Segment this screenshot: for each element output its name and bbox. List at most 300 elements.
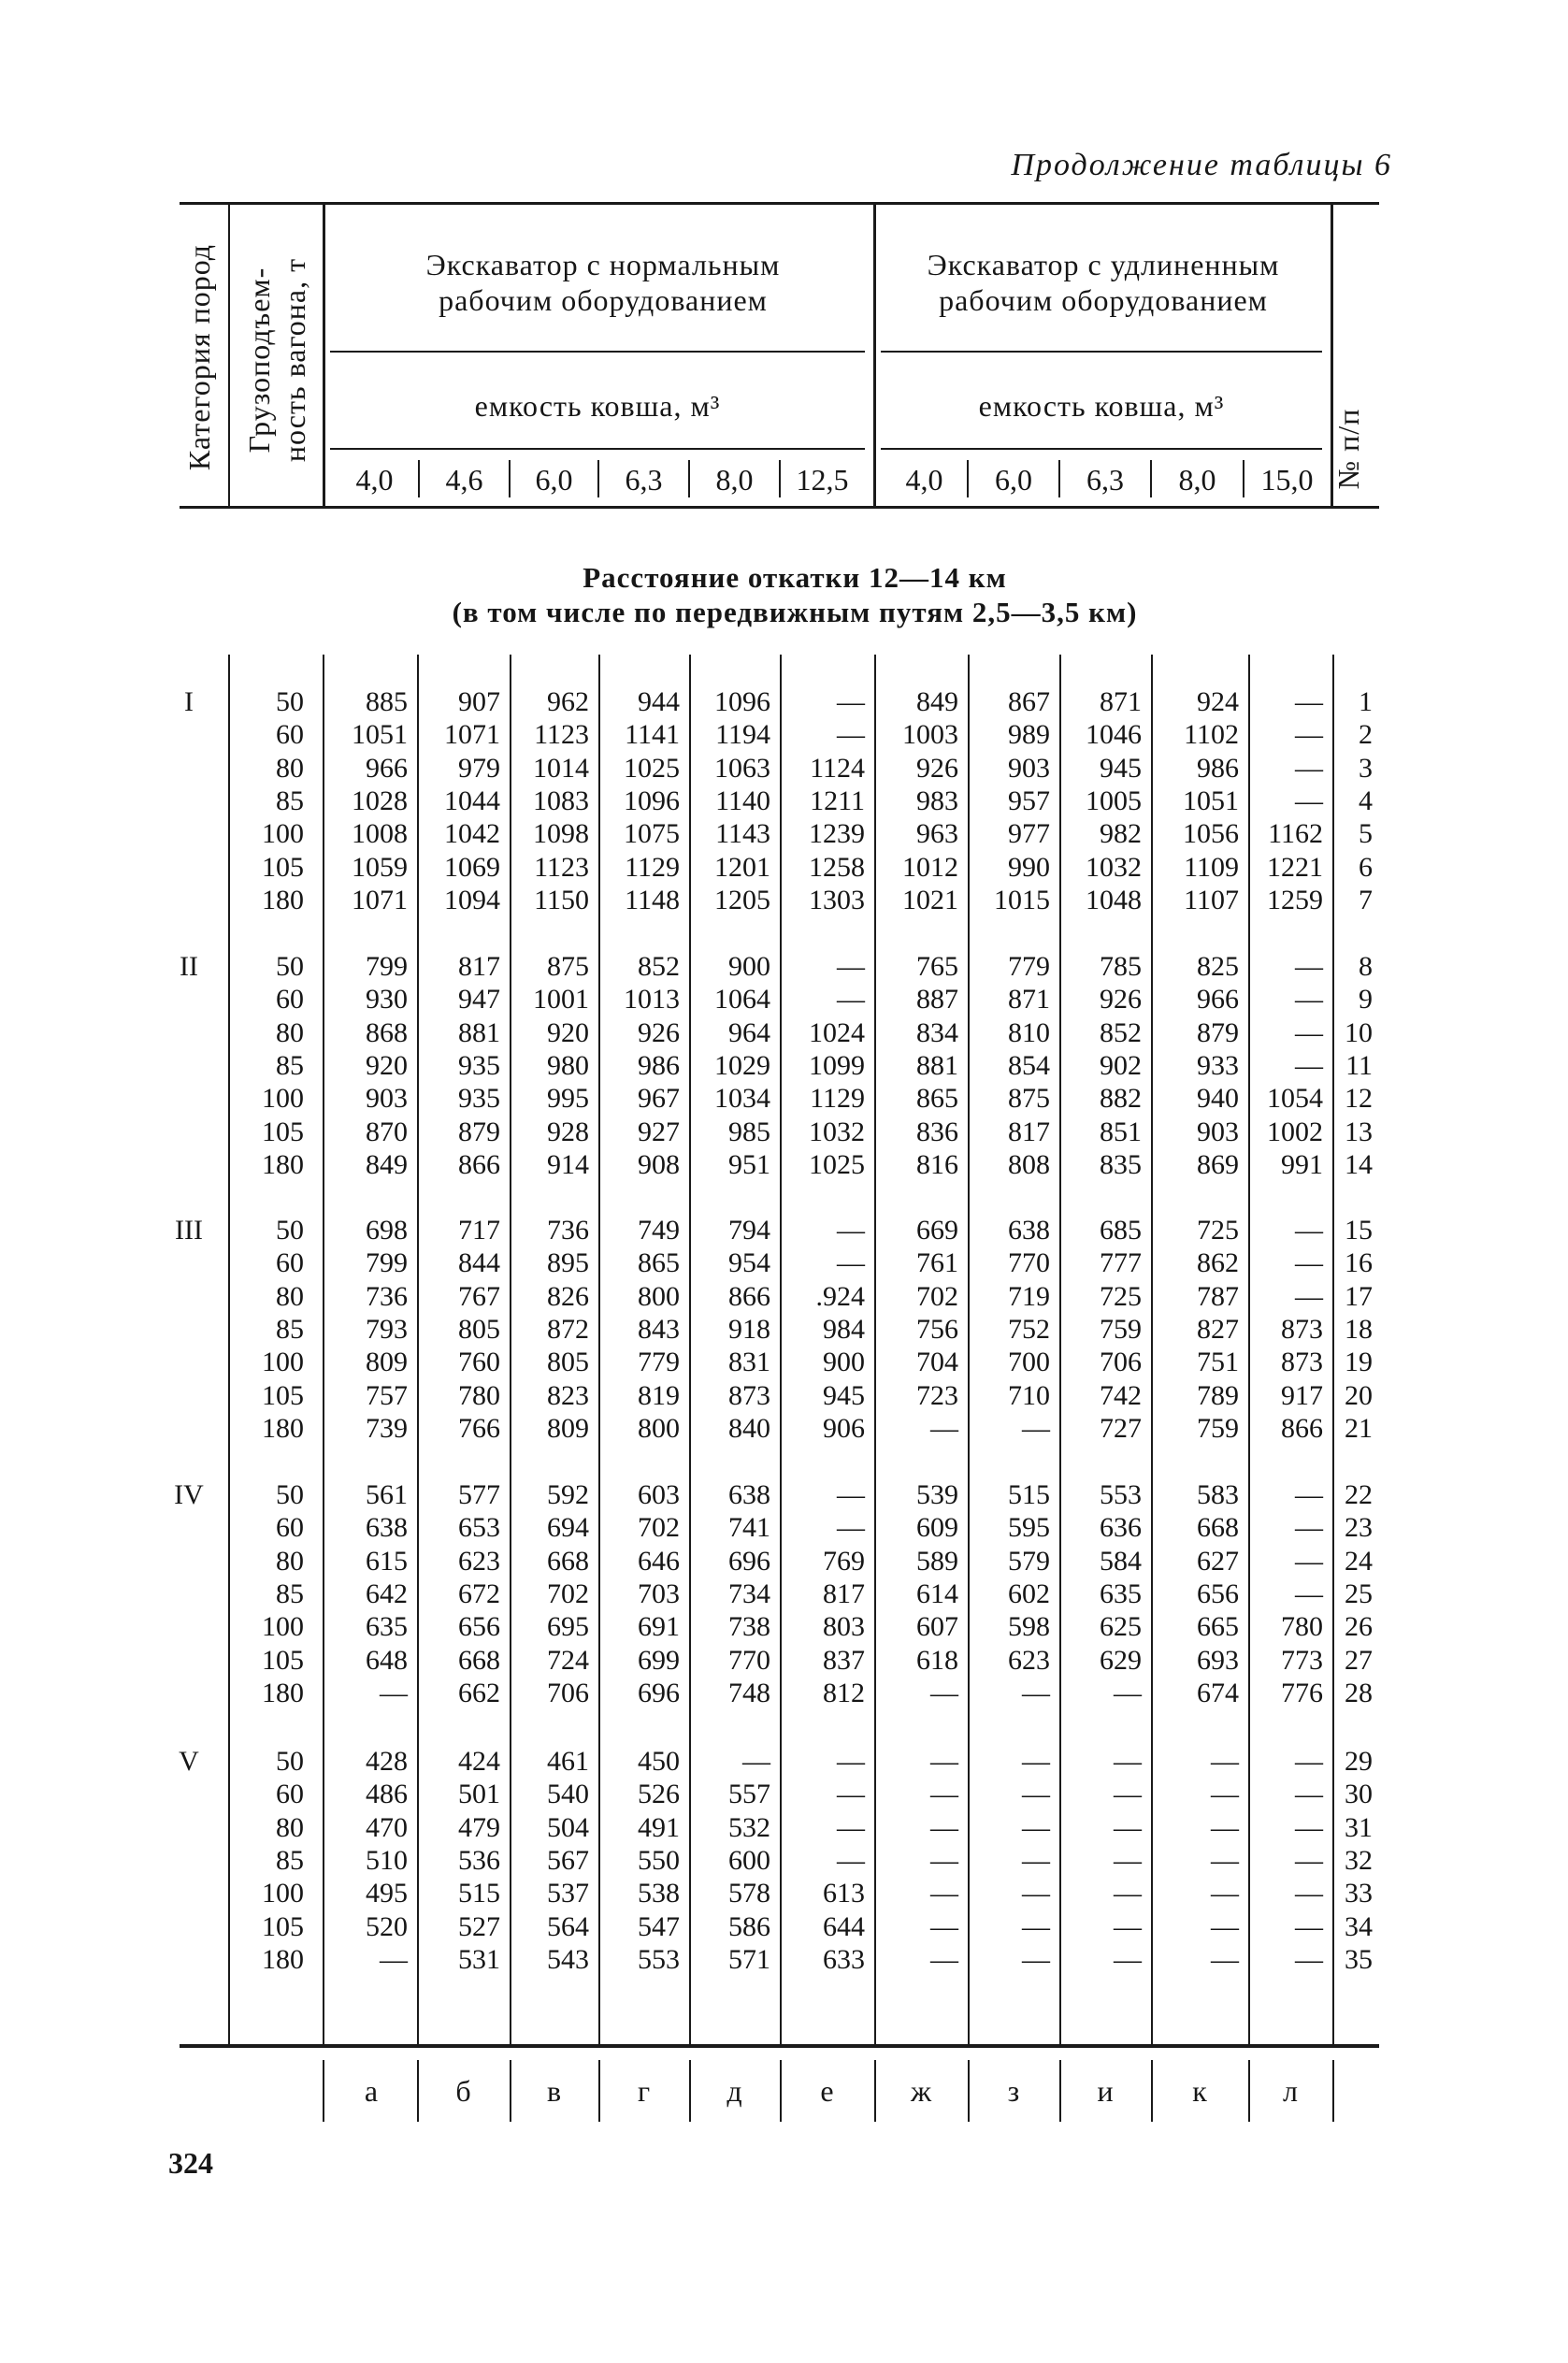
row-number: 11 bbox=[1345, 1049, 1373, 1081]
value-cell: 1201 bbox=[714, 851, 770, 883]
column-letter: к bbox=[1192, 2074, 1207, 2108]
value-cell: 900 bbox=[823, 1347, 865, 1378]
value-cell: 881 bbox=[458, 1016, 500, 1048]
value-cell: 827 bbox=[1197, 1313, 1239, 1345]
value-cell: 779 bbox=[1008, 951, 1050, 982]
value-cell: 869 bbox=[1197, 1148, 1239, 1180]
capacity-cell: 85 bbox=[276, 1313, 304, 1345]
value-cell: 800 bbox=[638, 1280, 680, 1312]
value-cell: 963 bbox=[916, 818, 958, 850]
value-cell: 1221 bbox=[1267, 851, 1323, 883]
value-cell: 887 bbox=[916, 984, 958, 1016]
row-number: 31 bbox=[1345, 1811, 1373, 1843]
value-cell: 748 bbox=[728, 1677, 770, 1708]
category-label: II bbox=[180, 951, 198, 982]
row-number: 34 bbox=[1345, 1910, 1373, 1942]
capacity-cell: 85 bbox=[276, 1578, 304, 1609]
row-number: 13 bbox=[1345, 1116, 1373, 1147]
normal-equipment-title: Экскаватор с нормальным рабочим оборудованием bbox=[425, 248, 781, 317]
header-top-rule bbox=[180, 202, 1379, 205]
row-number: 5 bbox=[1359, 818, 1373, 850]
value-cell: 537 bbox=[547, 1878, 589, 1909]
value-cell: — bbox=[1114, 1746, 1142, 1777]
value-cell: 1025 bbox=[624, 752, 680, 784]
value-cell: 926 bbox=[1100, 984, 1142, 1016]
value-cell: 531 bbox=[458, 1943, 500, 1975]
value-cell: 926 bbox=[638, 1016, 680, 1048]
value-cell: 739 bbox=[366, 1412, 408, 1444]
value-cell: 831 bbox=[728, 1347, 770, 1378]
bottom-rule bbox=[180, 2044, 1379, 2048]
letter-divider bbox=[968, 2060, 970, 2122]
value-cell: 865 bbox=[916, 1083, 958, 1115]
value-cell: — bbox=[1295, 752, 1323, 784]
row-number: 23 bbox=[1345, 1512, 1373, 1544]
value-cell: 770 bbox=[1008, 1247, 1050, 1279]
value-cell: 486 bbox=[366, 1779, 408, 1810]
size-divider bbox=[509, 460, 511, 497]
value-cell: — bbox=[1114, 1677, 1142, 1708]
value-cell: 986 bbox=[1197, 752, 1239, 784]
value-cell: 805 bbox=[458, 1313, 500, 1345]
value-cell: 578 bbox=[728, 1878, 770, 1909]
bucket-size-long: 6,0 bbox=[995, 463, 1032, 497]
size-divider bbox=[1058, 460, 1060, 497]
value-cell: 668 bbox=[458, 1644, 500, 1676]
letter-divider bbox=[598, 2060, 600, 2122]
value-cell: 926 bbox=[916, 752, 958, 784]
capacity-cell: 60 bbox=[276, 1512, 304, 1544]
value-cell: 618 bbox=[916, 1644, 958, 1676]
value-cell: 579 bbox=[1008, 1545, 1050, 1577]
column-letter: д bbox=[726, 2074, 742, 2108]
value-cell: 1069 bbox=[444, 851, 500, 883]
value-cell: 543 bbox=[547, 1943, 589, 1975]
value-cell: 917 bbox=[1281, 1379, 1323, 1411]
letter-divider bbox=[1059, 2060, 1061, 2122]
value-cell: 808 bbox=[1008, 1148, 1050, 1180]
letter-divider bbox=[1151, 2060, 1153, 2122]
value-cell: 785 bbox=[1100, 951, 1142, 982]
value-cell: 1071 bbox=[444, 719, 500, 751]
row-number: 6 bbox=[1359, 851, 1373, 883]
value-cell: 823 bbox=[547, 1379, 589, 1411]
value-cell: 780 bbox=[1281, 1611, 1323, 1643]
value-cell: — bbox=[930, 1412, 958, 1444]
column-divider bbox=[1151, 655, 1153, 2044]
value-cell: 940 bbox=[1197, 1083, 1239, 1115]
column-letter: и bbox=[1097, 2074, 1114, 2108]
value-cell: 1211 bbox=[810, 785, 865, 816]
value-cell: — bbox=[1295, 1910, 1323, 1942]
value-cell: 672 bbox=[458, 1578, 500, 1609]
value-cell: 1071 bbox=[352, 884, 408, 915]
value-cell: — bbox=[1211, 1943, 1239, 1975]
value-cell: 1075 bbox=[624, 818, 680, 850]
value-cell: 694 bbox=[547, 1512, 589, 1544]
value-cell: 759 bbox=[1197, 1412, 1239, 1444]
value-cell: 1258 bbox=[809, 851, 865, 883]
letter-divider bbox=[689, 2060, 691, 2122]
row-number: 30 bbox=[1345, 1779, 1373, 1810]
value-cell: 623 bbox=[458, 1545, 500, 1577]
value-cell: 875 bbox=[547, 951, 589, 982]
capacity-cell: 105 bbox=[262, 851, 304, 883]
capacity-cell: 50 bbox=[276, 1215, 304, 1246]
capacity-cell: 80 bbox=[276, 1545, 304, 1577]
value-cell: — bbox=[1211, 1779, 1239, 1810]
value-cell: 613 bbox=[823, 1878, 865, 1909]
value-cell: 510 bbox=[366, 1844, 408, 1876]
size-divider bbox=[688, 460, 690, 497]
value-cell: 725 bbox=[1100, 1280, 1142, 1312]
category-label: V bbox=[179, 1746, 199, 1777]
value-cell: — bbox=[1022, 1910, 1050, 1942]
value-cell: 983 bbox=[916, 785, 958, 816]
value-cell: — bbox=[1295, 1578, 1323, 1609]
value-cell: 908 bbox=[638, 1148, 680, 1180]
capacity-cell: 100 bbox=[262, 818, 304, 850]
capacity-cell: 105 bbox=[262, 1379, 304, 1411]
row-number: 26 bbox=[1345, 1611, 1373, 1643]
value-cell: 1048 bbox=[1086, 884, 1142, 915]
value-cell: 799 bbox=[366, 951, 408, 982]
value-cell: 810 bbox=[1008, 1016, 1050, 1048]
value-cell: — bbox=[742, 1746, 770, 1777]
value-cell: 736 bbox=[366, 1280, 408, 1312]
value-cell: — bbox=[1295, 686, 1323, 717]
bucket-size-normal: 4,6 bbox=[445, 463, 483, 497]
row-number: 12 bbox=[1345, 1083, 1373, 1115]
row-number: 18 bbox=[1345, 1313, 1373, 1345]
value-cell: 835 bbox=[1100, 1148, 1142, 1180]
value-cell: 849 bbox=[916, 686, 958, 717]
capacity-cell: 100 bbox=[262, 1347, 304, 1378]
value-cell: 914 bbox=[547, 1148, 589, 1180]
value-cell: 1034 bbox=[714, 1083, 770, 1115]
value-cell: — bbox=[1022, 1746, 1050, 1777]
value-cell: 1056 bbox=[1183, 818, 1239, 850]
value-cell: 564 bbox=[547, 1910, 589, 1942]
value-cell: 920 bbox=[366, 1049, 408, 1081]
value-cell: 532 bbox=[728, 1811, 770, 1843]
value-cell: 1129 bbox=[625, 851, 680, 883]
bucket-size-long: 4,0 bbox=[905, 463, 943, 497]
bucket-size-normal: 6,3 bbox=[625, 463, 663, 497]
value-cell: — bbox=[837, 1811, 865, 1843]
value-cell: 741 bbox=[728, 1512, 770, 1544]
value-cell: 1002 bbox=[1267, 1116, 1323, 1147]
value-cell: 907 bbox=[458, 686, 500, 717]
capacity-cell: 100 bbox=[262, 1878, 304, 1909]
value-cell: 615 bbox=[366, 1545, 408, 1577]
letter-divider bbox=[874, 2060, 876, 2122]
row-number: 17 bbox=[1345, 1280, 1373, 1312]
column-letter: л bbox=[1283, 2074, 1298, 2108]
value-cell: — bbox=[1295, 1779, 1323, 1810]
value-cell: 852 bbox=[1100, 1016, 1142, 1048]
value-cell: 646 bbox=[638, 1545, 680, 1577]
value-cell: 1123 bbox=[534, 719, 589, 751]
value-cell: 609 bbox=[916, 1512, 958, 1544]
row-number: 20 bbox=[1345, 1379, 1373, 1411]
value-cell: 1003 bbox=[902, 719, 958, 751]
value-cell: 866 bbox=[728, 1280, 770, 1312]
value-cell: 903 bbox=[1197, 1116, 1239, 1147]
value-cell: 1008 bbox=[352, 818, 408, 850]
value-cell: — bbox=[837, 686, 865, 717]
value-cell: — bbox=[930, 1677, 958, 1708]
value-cell: — bbox=[1022, 1844, 1050, 1876]
row-number: 9 bbox=[1359, 984, 1373, 1016]
value-cell: 928 bbox=[547, 1116, 589, 1147]
row-number: 8 bbox=[1359, 951, 1373, 982]
value-cell: — bbox=[930, 1779, 958, 1810]
value-cell: — bbox=[1114, 1943, 1142, 1975]
value-cell: 868 bbox=[366, 1016, 408, 1048]
value-cell: 902 bbox=[1100, 1049, 1142, 1081]
value-cell: 738 bbox=[728, 1611, 770, 1643]
value-cell: 872 bbox=[547, 1313, 589, 1345]
value-cell: 1025 bbox=[809, 1148, 865, 1180]
value-cell: 900 bbox=[728, 951, 770, 982]
value-cell: — bbox=[1114, 1811, 1142, 1843]
value-cell: 635 bbox=[1100, 1578, 1142, 1609]
capacity-cell: 85 bbox=[276, 1049, 304, 1081]
value-cell: 693 bbox=[1197, 1644, 1239, 1676]
value-cell: 704 bbox=[916, 1347, 958, 1378]
row-number: 7 bbox=[1359, 884, 1373, 915]
value-cell: — bbox=[1295, 1280, 1323, 1312]
value-cell: — bbox=[1295, 1512, 1323, 1544]
value-cell: 1239 bbox=[809, 818, 865, 850]
value-cell: 826 bbox=[547, 1280, 589, 1312]
continuation-title: Продолжение таблицы 6 bbox=[1011, 148, 1392, 182]
value-cell: 760 bbox=[458, 1347, 500, 1378]
value-cell: 1014 bbox=[533, 752, 589, 784]
value-cell: 800 bbox=[638, 1412, 680, 1444]
value-cell: 882 bbox=[1100, 1083, 1142, 1115]
value-cell: — bbox=[380, 1943, 408, 1975]
bucket-size-normal: 6,0 bbox=[535, 463, 573, 497]
value-cell: 1021 bbox=[902, 884, 958, 915]
value-cell: 767 bbox=[458, 1280, 500, 1312]
value-cell: .924 bbox=[815, 1280, 865, 1312]
value-cell: — bbox=[1114, 1779, 1142, 1810]
value-cell: 836 bbox=[916, 1116, 958, 1147]
value-cell: 1143 bbox=[715, 818, 770, 850]
value-cell: 799 bbox=[366, 1247, 408, 1279]
row-number: 16 bbox=[1345, 1247, 1373, 1279]
value-cell: 982 bbox=[1100, 818, 1142, 850]
value-cell: 812 bbox=[823, 1677, 865, 1708]
value-cell: 725 bbox=[1197, 1215, 1239, 1246]
value-cell: 623 bbox=[1008, 1644, 1050, 1676]
value-cell: 966 bbox=[366, 752, 408, 784]
value-cell: 1096 bbox=[714, 686, 770, 717]
value-cell: 957 bbox=[1008, 785, 1050, 816]
value-cell: — bbox=[837, 951, 865, 982]
value-cell: 461 bbox=[547, 1746, 589, 1777]
value-cell: 954 bbox=[728, 1247, 770, 1279]
value-cell: 685 bbox=[1100, 1215, 1142, 1246]
value-cell: — bbox=[837, 1479, 865, 1510]
column-letter: а bbox=[364, 2074, 379, 2108]
value-cell: 1024 bbox=[809, 1016, 865, 1048]
value-cell: 668 bbox=[1197, 1512, 1239, 1544]
capacity-cell: 180 bbox=[262, 884, 304, 915]
value-cell: 1141 bbox=[625, 719, 680, 751]
value-cell: — bbox=[837, 1247, 865, 1279]
value-cell: 1012 bbox=[902, 851, 958, 883]
value-cell: 584 bbox=[1100, 1545, 1142, 1577]
value-cell: — bbox=[930, 1910, 958, 1942]
letter-divider bbox=[1248, 2060, 1250, 2122]
value-cell: 1099 bbox=[809, 1049, 865, 1081]
value-cell: — bbox=[930, 1811, 958, 1843]
value-cell: 642 bbox=[366, 1578, 408, 1609]
category-label: I bbox=[184, 686, 194, 717]
value-cell: — bbox=[837, 984, 865, 1016]
value-cell: 776 bbox=[1281, 1677, 1323, 1708]
value-cell: 1005 bbox=[1086, 785, 1142, 816]
capacity-cell: 60 bbox=[276, 984, 304, 1016]
value-cell: 769 bbox=[823, 1545, 865, 1577]
row-number: 29 bbox=[1345, 1746, 1373, 1777]
value-cell: 547 bbox=[638, 1910, 680, 1942]
row-number: 22 bbox=[1345, 1479, 1373, 1510]
value-cell: — bbox=[837, 1779, 865, 1810]
value-cell: 638 bbox=[366, 1512, 408, 1544]
value-cell: 906 bbox=[823, 1412, 865, 1444]
value-cell: 625 bbox=[1100, 1611, 1142, 1643]
value-cell: 944 bbox=[638, 686, 680, 717]
value-cell: 539 bbox=[916, 1479, 958, 1510]
letter-divider bbox=[510, 2060, 511, 2122]
capacity-cell: 105 bbox=[262, 1116, 304, 1147]
value-cell: 773 bbox=[1281, 1644, 1323, 1676]
value-cell: — bbox=[1022, 1943, 1050, 1975]
column-letter: б bbox=[455, 2074, 471, 2108]
size-divider bbox=[1150, 460, 1152, 497]
value-cell: — bbox=[837, 1215, 865, 1246]
capacity-cell: 60 bbox=[276, 719, 304, 751]
value-cell: 873 bbox=[728, 1379, 770, 1411]
value-cell: 629 bbox=[1100, 1644, 1142, 1676]
value-cell: 1051 bbox=[352, 719, 408, 751]
value-cell: 870 bbox=[366, 1116, 408, 1147]
value-cell: 538 bbox=[638, 1878, 680, 1909]
value-cell: — bbox=[1295, 1049, 1323, 1081]
value-cell: 592 bbox=[547, 1479, 589, 1510]
value-cell: 669 bbox=[916, 1215, 958, 1246]
value-cell: 428 bbox=[366, 1746, 408, 1777]
value-cell: 980 bbox=[547, 1049, 589, 1081]
value-cell: 849 bbox=[366, 1148, 408, 1180]
bucket-label-normal: емкость ковша, м³ bbox=[474, 389, 721, 423]
column-divider bbox=[228, 655, 230, 2044]
capacity-cell: 60 bbox=[276, 1247, 304, 1279]
value-cell: 985 bbox=[728, 1116, 770, 1147]
value-cell: — bbox=[1211, 1910, 1239, 1942]
value-cell: 595 bbox=[1008, 1512, 1050, 1544]
page-number: 324 bbox=[168, 2146, 213, 2180]
value-cell: — bbox=[1295, 1545, 1323, 1577]
value-cell: 766 bbox=[458, 1412, 500, 1444]
value-cell: 986 bbox=[638, 1049, 680, 1081]
value-cell: 903 bbox=[1008, 752, 1050, 784]
bucket-size-normal: 4,0 bbox=[355, 463, 394, 497]
value-cell: — bbox=[1211, 1746, 1239, 1777]
value-cell: — bbox=[930, 1746, 958, 1777]
value-cell: 602 bbox=[1008, 1578, 1050, 1609]
value-cell: 424 bbox=[458, 1746, 500, 1777]
value-cell: — bbox=[1295, 719, 1323, 751]
value-cell: 862 bbox=[1197, 1247, 1239, 1279]
value-cell: — bbox=[1211, 1844, 1239, 1876]
bucket-size-normal: 12,5 bbox=[796, 463, 849, 497]
value-cell: 662 bbox=[458, 1677, 500, 1708]
capacity-cell: 100 bbox=[262, 1083, 304, 1115]
value-cell: 1013 bbox=[624, 984, 680, 1016]
value-cell: — bbox=[1211, 1811, 1239, 1843]
value-cell: 852 bbox=[638, 951, 680, 982]
value-cell: 702 bbox=[638, 1512, 680, 1544]
value-cell: 1059 bbox=[352, 851, 408, 883]
row-number: 24 bbox=[1345, 1545, 1373, 1577]
value-cell: 450 bbox=[638, 1746, 680, 1777]
value-cell: 1148 bbox=[625, 884, 680, 915]
value-cell: 479 bbox=[458, 1811, 500, 1843]
value-cell: 1054 bbox=[1267, 1083, 1323, 1115]
value-cell: 702 bbox=[547, 1578, 589, 1609]
value-cell: — bbox=[1295, 785, 1323, 816]
row-number: 1 bbox=[1359, 686, 1373, 717]
value-cell: 871 bbox=[1100, 686, 1142, 717]
row-number: 32 bbox=[1345, 1844, 1373, 1876]
value-cell: 924 bbox=[1197, 686, 1239, 717]
value-cell: 627 bbox=[1197, 1545, 1239, 1577]
value-cell: 945 bbox=[823, 1379, 865, 1411]
value-cell: 520 bbox=[366, 1910, 408, 1942]
value-cell: — bbox=[1295, 1479, 1323, 1510]
capacity-cell: 50 bbox=[276, 1479, 304, 1510]
number-header: № п/п bbox=[1331, 408, 1365, 490]
value-cell: 1051 bbox=[1183, 785, 1239, 816]
letter-divider bbox=[323, 2060, 324, 2122]
value-cell: 1015 bbox=[994, 884, 1050, 915]
value-cell: 794 bbox=[728, 1215, 770, 1246]
capacity-cell: 100 bbox=[262, 1611, 304, 1643]
section-title-line2: (в том числе по передвижным путям 2,5—3,5 км) bbox=[452, 596, 1138, 628]
row-number: 25 bbox=[1345, 1578, 1373, 1609]
category-header: Категория пород bbox=[182, 243, 216, 471]
value-cell: 515 bbox=[1008, 1479, 1050, 1510]
value-cell: 614 bbox=[916, 1578, 958, 1609]
value-cell: 600 bbox=[728, 1844, 770, 1876]
value-cell: 947 bbox=[458, 984, 500, 1016]
value-cell: 724 bbox=[547, 1644, 589, 1676]
size-divider bbox=[967, 460, 969, 497]
value-cell: 918 bbox=[728, 1313, 770, 1345]
value-cell: 757 bbox=[366, 1379, 408, 1411]
row-number: 27 bbox=[1345, 1644, 1373, 1676]
value-cell: 557 bbox=[728, 1779, 770, 1810]
value-cell: 665 bbox=[1197, 1611, 1239, 1643]
value-cell: — bbox=[1295, 951, 1323, 982]
value-cell: 840 bbox=[728, 1412, 770, 1444]
value-cell: 1032 bbox=[809, 1116, 865, 1147]
